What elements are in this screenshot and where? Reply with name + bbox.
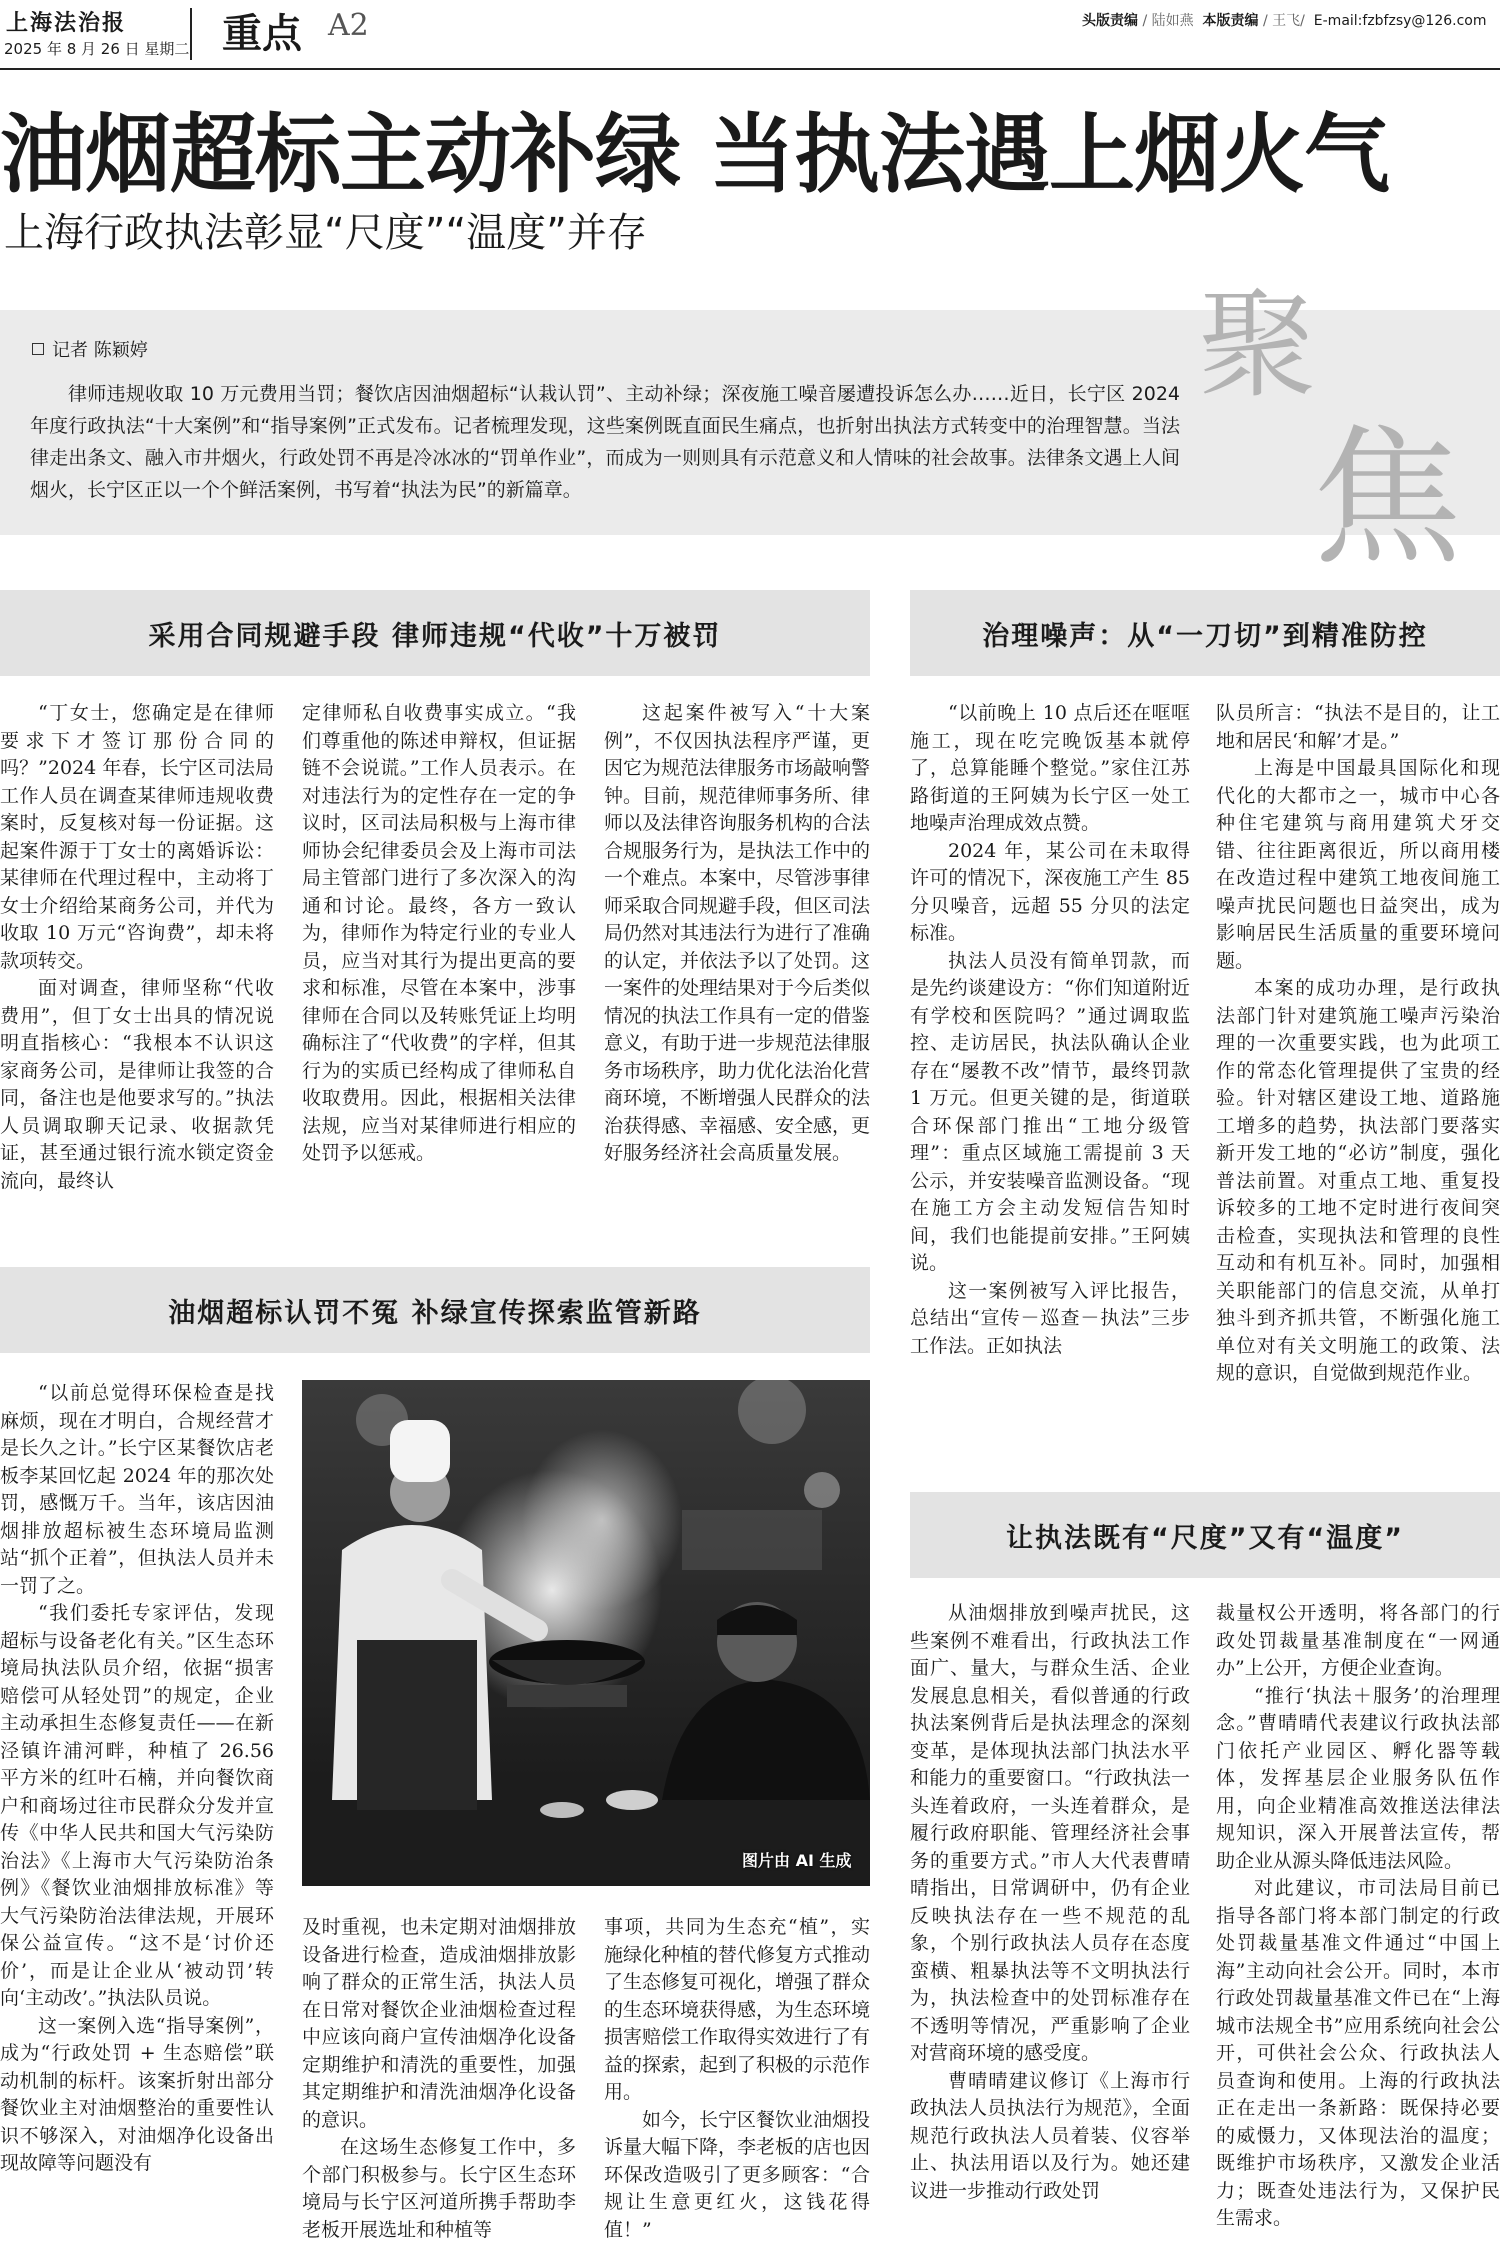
lead-paragraph: 律师违规收取 10 万元费用当罚；餐饮店因油烟超标“认栽认罚”、主动补绿；深夜施工噪音屡遭投诉怎么办……近日，长宁区 2024 年度行政执法“十大案例”和“指导案例”正式发布。记者梳理发现，这些案例既直面民生痛点，也折射出执法方式转变中的治理智慧。当法律走出条文、融入市井烟火，行政处罚不再是冷冰冰的“罚单作业”，而成为一则则具有示范意义和人情味的社会故事。法律条文遇上人间烟火，长宁区正以一个个鲜活案例，书写着“执法为民”的新篇章。 <box>30 383 1180 501</box>
section-header-lawyer-fee: 采用合同规避手段 律师违规“代收”十万被罚 <box>0 590 870 676</box>
paragraph: 本案的成功办理，是行政执法部门针对建筑施工噪声污染治理的一次重要实践，也为此项工作的常态化管理提供了宝贵的经验。针对辖区建设工地、道路施工增多的趋势，执法部门要落实新开发工地的“必访”制度，强化普法前置。对重点工地、重复投诉较多的工地不定时进行夜间突击检查，实现执法和管理的良性互动和有机互补。同时，加强相关职能部门的信息交流，从单打独斗到齐抓共管，不断强化施工单位对有关文明施工的政策、法规的意识，自觉做到规范作业。 <box>1216 977 1500 1384</box>
section-header-enforcement: 让执法既有“尺度”又有“温度” <box>910 1492 1500 1578</box>
article1-column-1 <box>0 700 274 1240</box>
article2-column-1 <box>0 1380 274 2253</box>
page-number: A2 <box>328 8 369 43</box>
editor-credits: 头版责编 / 陆如燕 本版责编 / 王飞/ E-mail:fzbfzsy@126.com <box>1082 13 1487 29</box>
article1-column-2 <box>302 700 576 1240</box>
byline-square-icon <box>32 343 44 355</box>
masthead-rule <box>0 68 1500 70</box>
paragraph: 在这场生态修复工作中，多个部门积极参与。长宁区生态环境局与长宁区河道所携手帮助李老板开展选址和种植等 <box>302 2136 576 2241</box>
chef-photo-illustration <box>302 1380 870 1886</box>
byline-text: 记者 陈颖婷 <box>52 340 148 361</box>
article1-column-3 <box>604 700 870 1240</box>
paragraph: 2024 年，某公司在未取得许可的情况下，深夜施工产生 85 分贝噪音，远超 55 分贝的法定标准。 <box>910 839 1190 944</box>
paragraph: 定律师私自收费事实成立。“我们尊重他的陈述申辩权，但证据链不会说谎。”工作人员表示。在对违法行为的定性存在一定的争议时，区司法局积极与上海市律师协会纪律委员会及上海市司法局主管部门进行了多次深入的沟通和讨论。最终，各方一致认为，律师作为特定行业的专业人员，应当对其行为提出更高的要求和标准，尽管在本案中，涉事律师在合同以及转账凭证上均明确标注了“代收费”的字样，但其行为的实质已经构成了律师私自收取费用。因此，根据相关法律法规，应当对某律师进行相应的处罚予以惩戒。 <box>302 702 576 1164</box>
paragraph: “推行‘执法＋服务’的治理理念。”曹晴晴代表建议行政执法部门依托产业园区、孵化器等载体，发挥基层企业服务队伍作用，向企业精准高效推送法律法规知识，深入开展普法宣传，帮助企业从源头降低违法风险。 <box>1216 1684 1500 1872</box>
editor-email: E-mail:fzbfzsy@126.com <box>1313 13 1487 29</box>
focus-calligraphy-mark <box>1180 268 1500 568</box>
masthead <box>0 0 1500 68</box>
section-header-oil-fume: 油烟超标认罚不冤 补绿宣传探索监管新路 <box>0 1267 870 1353</box>
byline <box>32 336 148 362</box>
masthead-divider <box>190 8 192 60</box>
paragraph: 事项，共同为生态充“植”，实施绿化种植的替代修复方式推动了生态修复可视化，增强了群众的生态环境获得感，为生态环境损害赔偿工作取得实效进行了有益的探索，起到了积极的示范作用。 <box>604 1916 870 2103</box>
paragraph: “我们委托专家评估，发现超标与设备老化有关。”区生态环境局执法队员介绍，依据“损害赔偿可从轻处罚”的规定，企业主动承担生态修复责任——在新泾镇许浦河畔，种植了 26.56 平方米的红叶石楠，并向餐饮商户和商场过往市民群众分发并宣传《中华人民共和国大气污染防治法》《上海市大气污染防治条例》《餐饮业油烟排放标准》等大气污染防治法律法规，开展环保公益宣传。“这不是‘讨价还价’，而是让企业从‘被动罚’转向‘主动改’。”执法队员说。 <box>0 1602 274 2009</box>
paragraph: “以前总觉得环保检查是找麻烦，现在才明白，合规经营才是长久之计。”长宁区某餐饮店老板李某回忆起 2024 年的那次处罚，感慨万千。当年，该店因油烟排放超标被生态环境局监测站“抓个正着”，但执法人员并未一罚了之。 <box>0 1382 274 1597</box>
issue-date: 2025 年 8 月 26 日 星期二 <box>4 40 190 58</box>
photo-caption: 图片由 AI 生成 <box>742 1851 852 1870</box>
article3-column-1 <box>910 700 1190 1435</box>
paragraph: 这起案件被写入“十大案例”，不仅因执法程序严谨，更因它为规范法律服务市场敲响警钟。目前，规范律师事务所、律师以及法律咨询服务机构的合法合规服务行为，是执法工作中的一个难点。本案中，尽管涉事律师采取合同规避手段，但区司法局仍然对其违法行为进行了准确的认定，并依法予以了处罚。这一案件的处理结果对于今后类似情况的执法工作具有一定的借鉴意义，有助于进一步规范法律服务市场秩序，助力优化法治化营商环境，不断增强人民群众的法治获得感、幸福感、安全感，更好服务经济社会高质量发展。 <box>604 702 870 1164</box>
paragraph: 这一案例被写入评比报告，总结出“宣传－巡查－执法”三步工作法。正如执法 <box>910 1279 1190 1357</box>
newspaper-brand: 上海法治报 <box>6 10 127 36</box>
paragraph: “以前晚上 10 点后还在哐哐施工，现在吃完晚饭基本就停了，总算能睡个整觉。”家住江苏路街道的王阿姨为长宁区一处工地噪声治理成效点赞。 <box>910 702 1190 834</box>
front-editor-name: 陆如燕 <box>1151 13 1194 29</box>
page-editor-label: 本版责编 <box>1202 13 1259 29</box>
paragraph: 曹晴晴建议修订《上海市行政执法人员执法行为规范》，全面规范行政执法人员着装、仪容举止、执法用语以及行为。她还建议进一步推动行政处罚 <box>910 2069 1190 2202</box>
paragraph: 面对调查，律师坚称“代收费用”，但丁女士出具的情况说明直指核心：“我根本不认识这家商务公司，是律师让我签的合同，备注也是他要求写的。”执法人员调取聊天记录、收据款凭证，甚至通过银行流水锁定资金流向，最终认 <box>0 977 274 1192</box>
article4-column-1 <box>910 1600 1190 2253</box>
paragraph: 执法人员没有简单罚款，而是先约谈建设方：“你们知道附近有学校和医院吗？”通过调取监控、走访居民，执法队确认企业存在“屡教不改”情节，最终罚款 1 万元。但更关键的是，街道联合环保部门推出“工地分级管理”：重点区域施工需提前 3 天公示，并安装噪音监测设备。“现在施工方会主动发短信告知时间，我们也能提前安排。”王阿姨说。 <box>910 949 1190 1274</box>
page-editor-name: 王飞 <box>1272 13 1301 29</box>
article3-column-2 <box>1216 700 1500 1435</box>
paragraph: 裁量权公开透明，将各部门的行政处罚裁量基准制度在“一网通办”上公开，方便企业查询。 <box>1216 1602 1500 1679</box>
headline: 油烟超标主动补绿 当执法遇上烟火气 <box>0 104 1389 205</box>
paragraph: 队员所言：“执法不是目的，让工地和居民‘和解’才是。” <box>1216 702 1500 752</box>
front-editor-label: 头版责编 <box>1082 13 1138 29</box>
focus-char-2: 焦 <box>1312 412 1463 568</box>
subheadline: 上海行政执法彰显“尺度”“温度”并存 <box>4 210 647 256</box>
section-name: 重点 <box>222 11 302 57</box>
article2-column-3 <box>604 1914 870 2253</box>
paragraph: 如今，长宁区餐饮业油烟投诉量大幅下降，李老板的店也因环保改造吸引了更多顾客：“合规让生意更红火，这钱花得值！” <box>604 2108 870 2241</box>
focus-char-1: 聚 <box>1198 276 1317 414</box>
article2-column-2 <box>302 1914 576 2253</box>
chef-cooking-photo <box>302 1380 870 1886</box>
paragraph: 对此建议，市司法局目前已指导各部门将本部门制定的行政处罚裁量基准文件通过“中国上海”主动向社会公开。同时，本市行政处罚裁量基准文件已在“上海城市法规全书”应用系统向社会公开，可供社会公众、行政执法人员查询和使用。上海的行政执法正在走出一条新路：既保持必要的威慑力，又体现法治的温度；既维护市场秩序，又激发企业活力；既查处违法行为，又保护民生需求。 <box>1216 1877 1500 2229</box>
paragraph: “丁女士，您确定是在律师要求下才签订那份合同的吗？”2024 年春，长宁区司法局工作人员在调查某律师违规收费案时，反复核对每一份证据。这起案件源于丁女士的离婚诉讼：某律师在代理过程中，主动将丁女士介绍给某商务公司，并代为收取 10 万元“咨询费”，却未将款项转交。 <box>0 702 274 972</box>
paragraph: 从油烟排放到噪声扰民，这些案例不难看出，行政执法工作面广、量大，与群众生活、企业发展息息相关，看似普通的行政执法案例背后是执法理念的深刻变革，是体现执法部门执法水平和能力的重要窗口。“行政执法一头连着政府，一头连着群众，是履行政府职能、管理经济社会事务的重要方式。”市人大代表曹晴晴指出，日常调研中，仍有企业反映执法存在一些不规范的乱象，个别行政执法人员存在态度蛮横、粗暴执法等不文明执法行为，执法检查中的处罚标准存在不透明等情况，严重影响了企业对营商环境的感受度。 <box>910 1602 1190 2064</box>
section-header-noise: 治理噪声：从“一刀切”到精准防控 <box>910 590 1500 676</box>
paragraph: 上海是中国最具国际化和现代化的大都市之一，城市中心各种住宅建筑与商用建筑犬牙交错、往往距离很近，所以商用楼在改造过程中建筑工地夜间施工噪声扰民问题也日益突出，成为影响居民生活质量的重要环境问题。 <box>1216 757 1500 972</box>
paragraph: 这一案例入选“指导案例”，成为“行政处罚 + 生态赔偿”联动机制的标杆。该案折射出部分餐饮业主对油烟整治的重要性认识不够深入，对油烟净化设备出现故障等问题没有 <box>0 2014 274 2174</box>
paragraph: 及时重视，也未定期对油烟排放设备进行检查，造成油烟排放影响了群众的正常生活，执法人员在日常对餐饮企业油烟检查过程中应该向商户宣传油烟净化设备定期维护和清洗的重要性，加强其定期维护和清洗油烟净化设备的意识。 <box>302 1916 576 2131</box>
article4-column-2 <box>1216 1600 1500 2253</box>
